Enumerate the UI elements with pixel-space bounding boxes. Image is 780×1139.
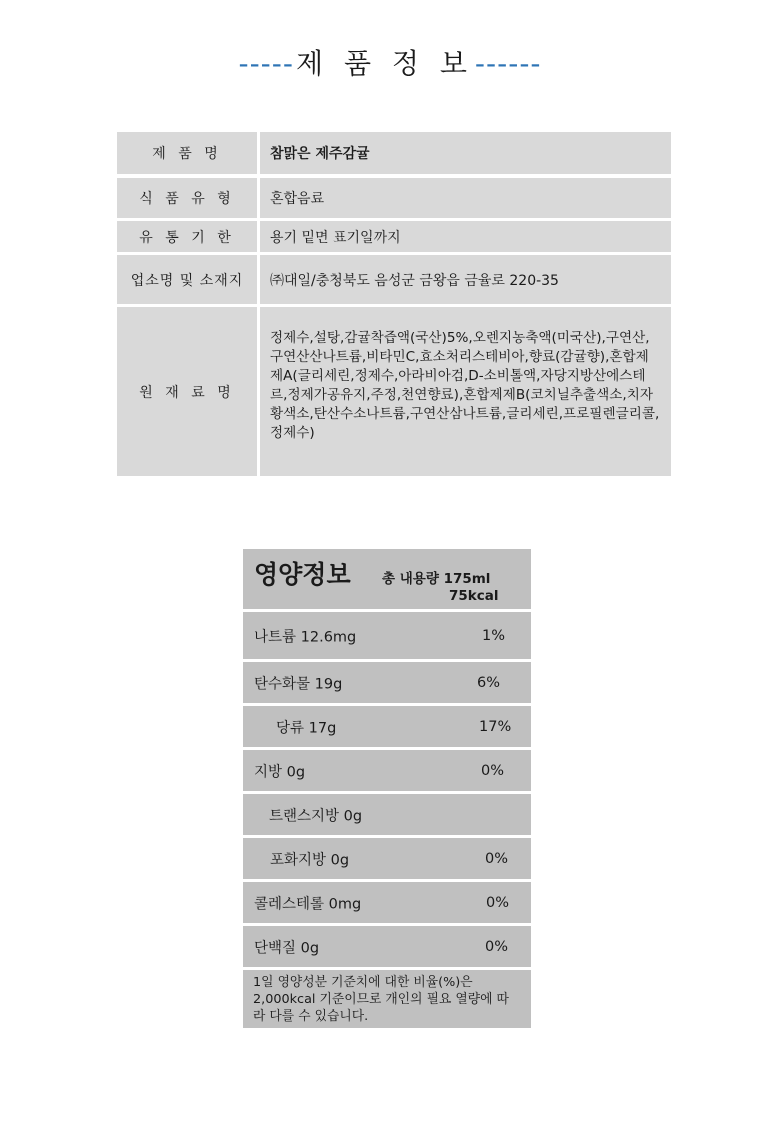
nutrient-percent: 0% xyxy=(486,894,510,911)
nutrition-row xyxy=(243,706,531,750)
page-title xyxy=(0,42,780,82)
nutrient-percent: 0% xyxy=(485,938,509,955)
info-value: 혼합음료 xyxy=(270,191,325,207)
nutrition-footnote: 1일 영양성분 기준치에 대한 비율(%)은 2,000kcal 기준이므로 개인의 필요 열량에 따라 다를 수 있습니다. xyxy=(243,970,531,1028)
info-label: 제 품 명 xyxy=(117,132,260,174)
info-row-manufacturer xyxy=(117,255,671,307)
nutrition-row xyxy=(243,882,531,926)
nutrient-percent: 0% xyxy=(481,762,505,779)
info-label: 식 품 유 형 xyxy=(117,178,260,218)
info-value: 정제수,설탕,감귤착즙액(국산)5%,오렌지농축액(미국산),구연산,구연산산나트륨,비타민C,효소처리스테비아,향료(감귤향),혼합제제A(글리세린,정제수,아라비아검,D-소비톨액,자당지방산에스테르,정제가공유지,주정,천연향료),혼합제제B(코치닐추출색소,치자황색소,탄산수소나트륨,구연산삼나트륨,글리세린,프로필렌글리콜,정제수) xyxy=(270,330,660,441)
nutrition-panel xyxy=(243,549,531,1028)
nutrient-name: 지방 0g xyxy=(254,764,306,780)
title-right-dashes: ------ xyxy=(474,47,542,80)
info-row-ingredients xyxy=(117,307,671,476)
info-row-product-name xyxy=(117,132,671,178)
calories: 75kcal xyxy=(449,588,499,604)
nutrient-name: 탄수화물 19g xyxy=(254,676,343,692)
info-value: 용기 밑면 표기일까지 xyxy=(270,229,401,246)
info-row-food-type xyxy=(117,178,671,221)
total-volume: 총 내용량 175ml xyxy=(382,571,491,587)
nutrient-percent: 1% xyxy=(482,627,506,644)
nutrition-row xyxy=(243,750,531,794)
nutrient-name: 단백질 0g xyxy=(254,940,320,956)
nutrition-header xyxy=(243,549,531,612)
nutrient-name: 포화지방 0g xyxy=(270,852,350,868)
nutrient-name: 콜레스테롤 0mg xyxy=(254,896,362,912)
info-value: ㈜대일/충청북도 음성군 금왕읍 금율로 220-35 xyxy=(270,272,559,289)
nutrient-name: 트랜스지방 0g xyxy=(269,808,363,824)
info-label: 원 재 료 명 xyxy=(117,307,260,476)
nutrition-row xyxy=(243,662,531,706)
info-label: 업소명 및 소재지 xyxy=(117,255,260,304)
nutrition-row xyxy=(243,794,531,838)
product-info-table xyxy=(117,132,671,476)
nutrient-percent: 17% xyxy=(479,718,512,735)
nutrient-percent: 6% xyxy=(477,674,501,691)
nutrition-row xyxy=(243,838,531,882)
nutrient-name: 당류 17g xyxy=(276,720,337,736)
info-value: 참맑은 제주감귤 xyxy=(270,146,370,162)
nutrition-row xyxy=(243,612,531,662)
nutrient-name: 나트륨 12.6mg xyxy=(254,629,357,645)
nutrition-row xyxy=(243,926,531,970)
nutrient-percent: 0% xyxy=(485,850,509,867)
title-left-dashes: ----- xyxy=(238,47,294,80)
info-label: 유 통 기 한 xyxy=(117,221,260,252)
info-row-expiry xyxy=(117,221,671,255)
nutrition-title: 영양정보 xyxy=(254,560,351,589)
title-text: 제 품 정 보 xyxy=(296,47,473,80)
